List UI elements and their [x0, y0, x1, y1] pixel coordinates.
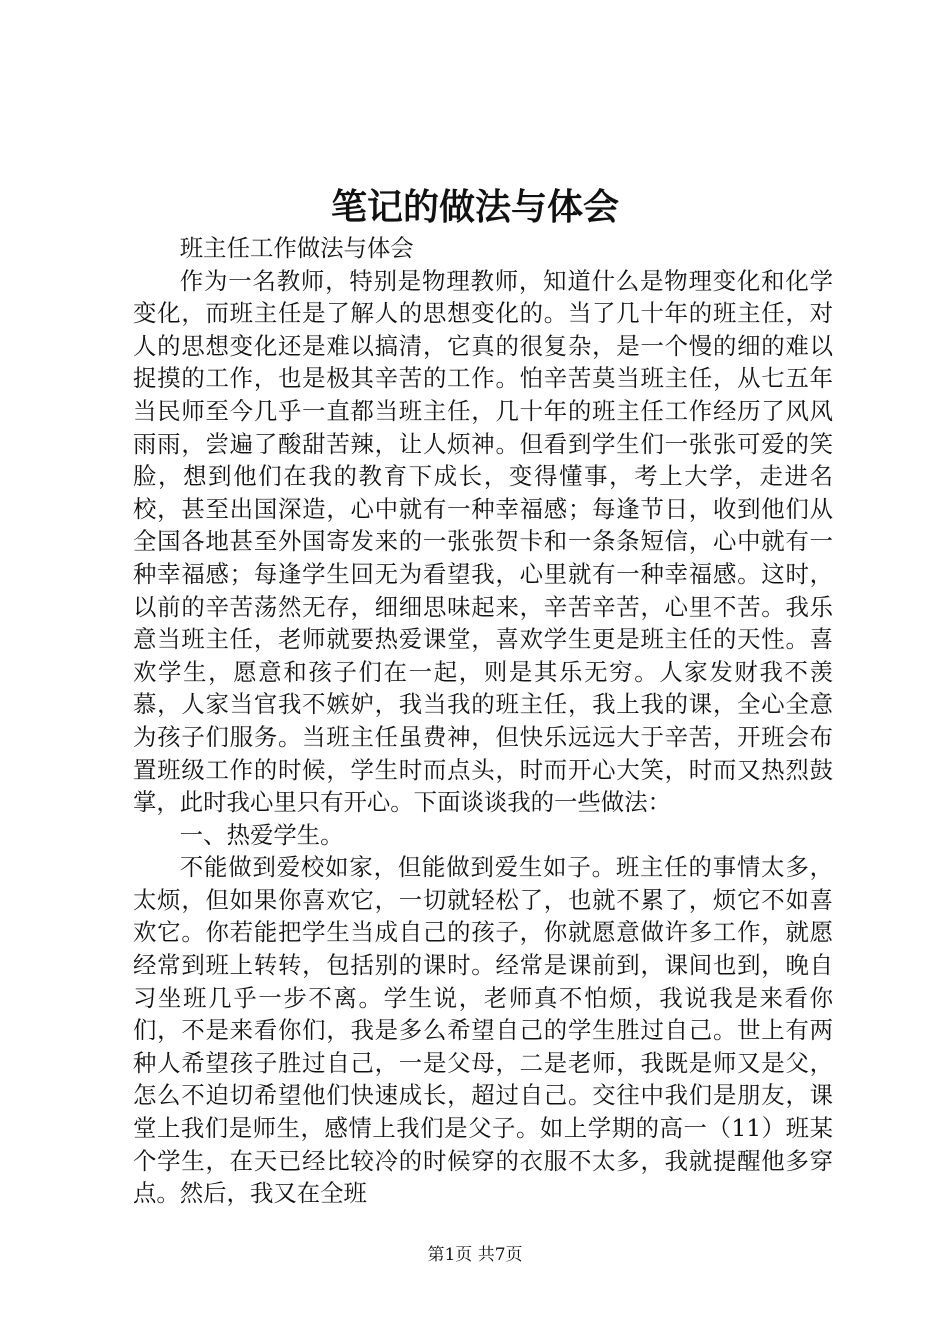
paragraph-love-students: 不能做到爱校如家，但能做到爱生如子。班主任的事情太多，太烦，但如果你喜欢它，一切就轻松了，也就不累了，烦它不如喜欢它。你若能把学生当成自己的孩子，你就愿意做许多工作，就愿经常到班上转转，包括别的课时。经常是课前到，课间也到，晚自习坐班几乎一步不离。学生说，老师真不怕烦，我说我是来看你们，不是来看你们，我是多么希望自己的学生胜过自己。世上有两种人希望孩子胜过自己，一是父母，二是老师，我既是师又是父，怎么不迫切希望他们快速成长，超过自己。交往中我们是朋友，课堂上我们是师生，感情上我们是父子。如上学期的高一（11）班某个学生，在天已经比较冷的时候穿的衣服不太多，我就提醒他多穿点。然后，我又在全班 — [133, 853, 833, 1208]
section-heading-love-students: 一、热爱学生。 — [179, 820, 344, 849]
page-number-footer: 第1页 共7页 — [427, 1245, 523, 1265]
paragraph-intro: 作为一名教师，特别是物理教师，知道什么是物理变化和化学变化，而班主任是了解人的思想变化的。当了几十年的班主任，对人的思想变化还是难以搞清，它真的很复杂，是一个慢的细的难以捉摸的工作，也是极其辛苦的工作。怕辛苦莫当班主任，从七五年当民师至今几乎一直都当班主任，几十年的班主任工作经历了风风雨雨，尝遍了酸甜苦辣，让人烦神。但看到学生们一张张可爱的笑脸，想到他们在我的教育下成长，变得懂事，考上大学，走进名校，甚至出国深造，心中就有一种幸福感；每逢节日，收到他们从全国各地甚至外国寄发来的一张张贺卡和一条条短信，心中就有一种幸福感；每逢学生回无为看望我，心里就有一种幸福感。这时，以前的辛苦荡然无存，细细思味起来，辛苦辛苦，心里不苦。我乐意当班主任，老师就要热爱课堂，喜欢学生更是班主任的天性。喜欢学生，愿意和孩子们在一起，则是其乐无穷。人家发财我不羡慕，人家当官我不嫉妒，我当我的班主任，我上我的课，全心全意为孩子们服务。当班主任虽费神，但快乐远远大于辛苦，开班会布置班级工作的时候，学生时而点头，时而开心大笑，时而又热烈鼓掌，此时我心里只有开心。下面谈谈我的一些做法： — [133, 266, 833, 817]
document-title: 笔记的做法与体会 — [330, 186, 619, 228]
section-subtitle: 班主任工作做法与体会 — [179, 234, 414, 262]
document-body — [133, 232, 833, 1210]
